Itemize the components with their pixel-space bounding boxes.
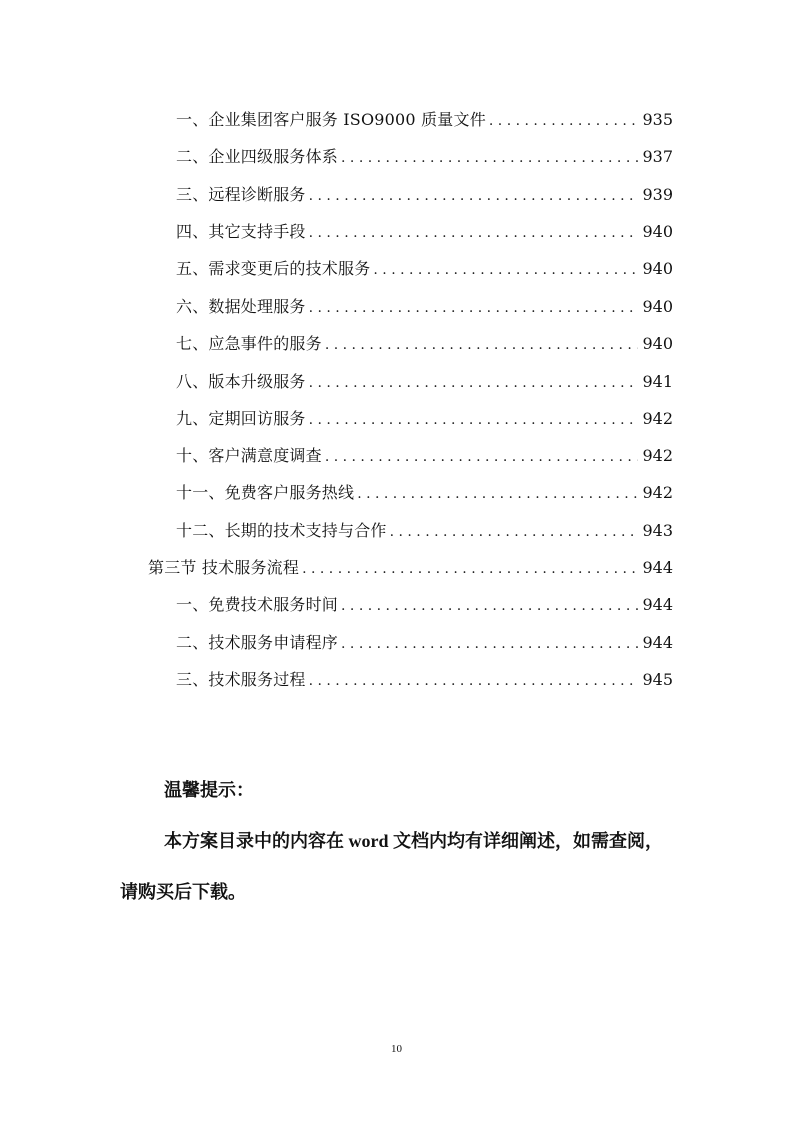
toc-entry-page: 940: [642, 297, 673, 316]
toc-entry-title: 二、技术服务申请程序: [176, 633, 339, 652]
toc-dot-leader: [373, 258, 638, 282]
toc-entry-title: 九、定期回访服务: [176, 409, 306, 428]
toc-entry[interactable]: [176, 407, 673, 431]
toc-entry-page: 944: [642, 595, 673, 614]
toc-entry[interactable]: [176, 183, 673, 207]
toc-entry-page: 935: [642, 110, 673, 129]
toc-dot-leader: [309, 371, 639, 395]
toc-entry-title: 十、客户满意度调查: [176, 446, 322, 465]
toc-dot-leader: [341, 594, 638, 618]
toc-dot-leader: [309, 184, 639, 208]
toc-entry-page: 942: [642, 409, 673, 428]
toc-dot-leader: [341, 146, 638, 170]
toc-entry-page: 945: [642, 670, 673, 689]
toc-entry[interactable]: [176, 295, 673, 319]
toc-dot-leader: [309, 296, 639, 320]
notice-paragraph: 本方案目录中的内容在 word 文档内均有详细阐述，如需查阅，请购买后下载。: [120, 831, 663, 902]
toc-entry[interactable]: [176, 108, 673, 132]
toc-entry[interactable]: [176, 257, 673, 281]
toc-entry-title: 六、数据处理服务: [176, 297, 306, 316]
toc-dot-leader: [325, 333, 639, 357]
toc-dot-leader: [325, 445, 639, 469]
toc-entry-page: 944: [642, 633, 673, 652]
page-number: 10: [391, 1043, 402, 1055]
toc-entry-title: 四、其它支持手段: [176, 222, 306, 241]
toc-entry[interactable]: [176, 220, 673, 244]
toc-entry-page: 942: [642, 483, 673, 502]
toc-entry[interactable]: [176, 370, 673, 394]
toc-entry-title: 一、企业集团客户服务 ISO9000 质量文件: [176, 110, 486, 129]
toc-entry-title: 二、企业四级服务体系: [176, 147, 339, 166]
toc-dot-leader: [309, 408, 639, 432]
toc-entry-title: 十二、长期的技术支持与合作: [176, 521, 387, 540]
toc-entry-title: 十一、免费客户服务热线: [176, 483, 355, 502]
toc-entry[interactable]: [176, 145, 673, 169]
toc-dot-leader: [357, 482, 638, 506]
notice-heading: 温馨提示：: [164, 780, 254, 800]
toc-entry-page: 943: [642, 521, 673, 540]
toc-entry-page: 942: [642, 446, 673, 465]
toc-dot-leader: [309, 221, 639, 245]
toc-entry[interactable]: [176, 332, 673, 356]
toc-entry-title: 一、免费技术服务时间: [176, 595, 339, 614]
toc-section-entry[interactable]: [148, 556, 673, 580]
toc-entry[interactable]: [176, 631, 673, 655]
toc-entry-page: 940: [642, 259, 673, 278]
toc-entry-page: 940: [642, 222, 673, 241]
toc-entry-title: 七、应急事件的服务: [176, 334, 322, 353]
toc-entry[interactable]: [176, 444, 673, 468]
toc-entry[interactable]: [176, 519, 673, 543]
toc-entry[interactable]: [176, 668, 673, 692]
toc-entry[interactable]: [176, 481, 673, 505]
toc-entry-page: 940: [642, 334, 673, 353]
toc-entry-title: 三、远程诊断服务: [176, 185, 306, 204]
toc-entry-page: 944: [642, 558, 673, 577]
toc-entry[interactable]: [176, 593, 673, 617]
toc-dot-leader: [302, 557, 638, 581]
toc-dot-leader: [489, 109, 639, 133]
toc-dot-leader: [309, 669, 639, 693]
toc-entry-title: 五、需求变更后的技术服务: [176, 259, 371, 278]
toc-entry-title: 第三节 技术服务流程: [148, 558, 300, 577]
toc-entry-title: 三、技术服务过程: [176, 670, 306, 689]
toc-dot-leader: [341, 632, 638, 656]
toc-entry-title: 八、版本升级服务: [176, 372, 306, 391]
toc-entry-page: 939: [642, 185, 673, 204]
toc-dot-leader: [390, 520, 639, 544]
toc-entry-page: 937: [642, 147, 673, 166]
toc-entry-page: 941: [642, 372, 673, 391]
